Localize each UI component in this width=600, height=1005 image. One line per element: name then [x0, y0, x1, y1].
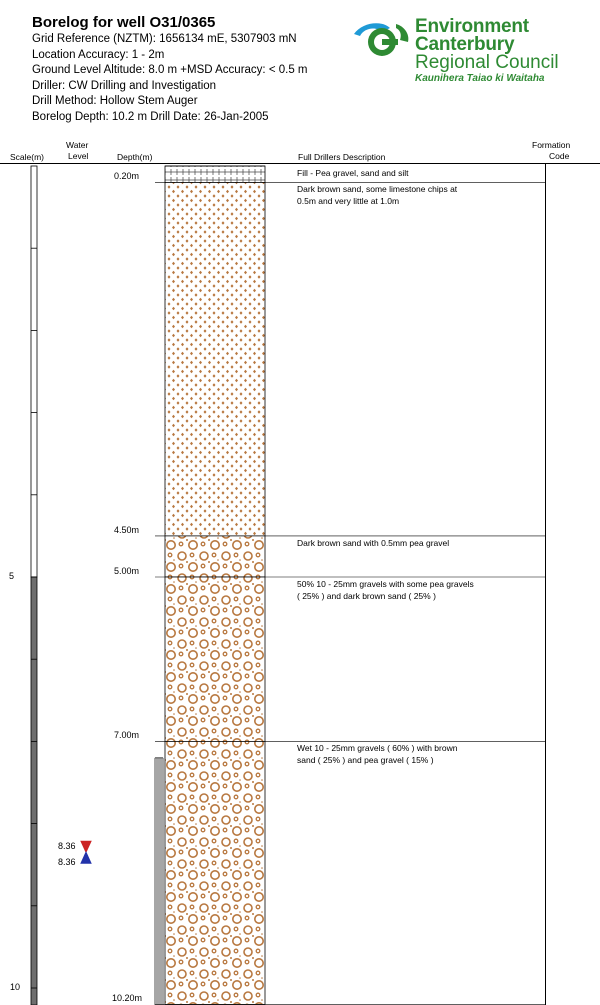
- driller: Driller: CW Drilling and Investigation: [32, 79, 217, 92]
- water-level-marker-icon: [81, 841, 91, 852]
- col-formation-line1: Formation: [532, 140, 571, 150]
- water-level-label: 8.36: [58, 857, 76, 868]
- water-level-label: 8.36: [58, 841, 76, 852]
- scale-label-five: 5: [9, 571, 15, 581]
- layer-description: Dark brown sand with 0.5mm pea gravel: [297, 537, 450, 548]
- page-title: Borelog for well O31/0365: [32, 14, 216, 31]
- layer-description: Wet 10 - 25mm gravels ( 60% ) with brown sand ( 25% ) and pea gravel ( 15% ): [297, 743, 458, 766]
- layer-description: Dark brown sand, some limestone chips at 0.5m and very little at 1.0m: [297, 184, 458, 207]
- depth-label: 4.50m: [114, 524, 140, 535]
- scale-bar-grey: [31, 577, 37, 1005]
- col-formation-line2: Code: [549, 151, 570, 161]
- scale-label-ten: 10: [10, 982, 21, 992]
- lithology-layer: [165, 741, 265, 1004]
- depth-label: 7.00m: [114, 730, 140, 741]
- depth-label: 5.00m: [114, 566, 140, 576]
- borelog-depth: Borelog Depth: 10.2 m Drill Date: 26-Jan-2005: [32, 110, 269, 123]
- ground-level: Ground Level Altitude: 8.0 m +MSD Accuracy: < 0.5 m: [32, 64, 308, 76]
- col-description: Full Drillers Description: [298, 152, 386, 162]
- logo-line-canterbury: Canterbury: [415, 34, 515, 55]
- grid-reference: Grid Reference (NZTM): 1656134 mE, 5307903 mN: [32, 33, 297, 45]
- layer-description: Fill - Pea gravel, sand and silt: [297, 168, 409, 178]
- location-accuracy: Location Accuracy: 1 - 2m: [32, 48, 165, 61]
- drill-method: Drill Method: Hollow Stem Auger: [32, 95, 198, 107]
- logo-line-environment: Environment: [415, 16, 529, 37]
- water-level-marker-icon: [81, 852, 91, 863]
- depth-label: 10.20m: [112, 993, 143, 1004]
- logo-line-maori: Kaunihera Taiao ki Waitaha: [415, 73, 545, 84]
- scale-bar-white: [31, 166, 37, 577]
- lithology-layer: [165, 577, 265, 741]
- depth-label: 0.20m: [114, 171, 140, 182]
- lithology-layer: [165, 536, 265, 577]
- logo-line-regional-council: Regional Council: [415, 52, 559, 73]
- col-water-line1: Water: [66, 140, 89, 150]
- col-depth: Depth(m): [117, 152, 153, 162]
- layer-description: 50% 10 - 25mm gravels with some pea gravels ( 25% ) and dark brown sand ( 25% ): [297, 579, 474, 601]
- lithology-layer: [165, 182, 265, 535]
- col-scale: Scale(m): [10, 152, 45, 162]
- col-water-line2: Level: [68, 151, 89, 161]
- lithology-layer: [165, 166, 265, 182]
